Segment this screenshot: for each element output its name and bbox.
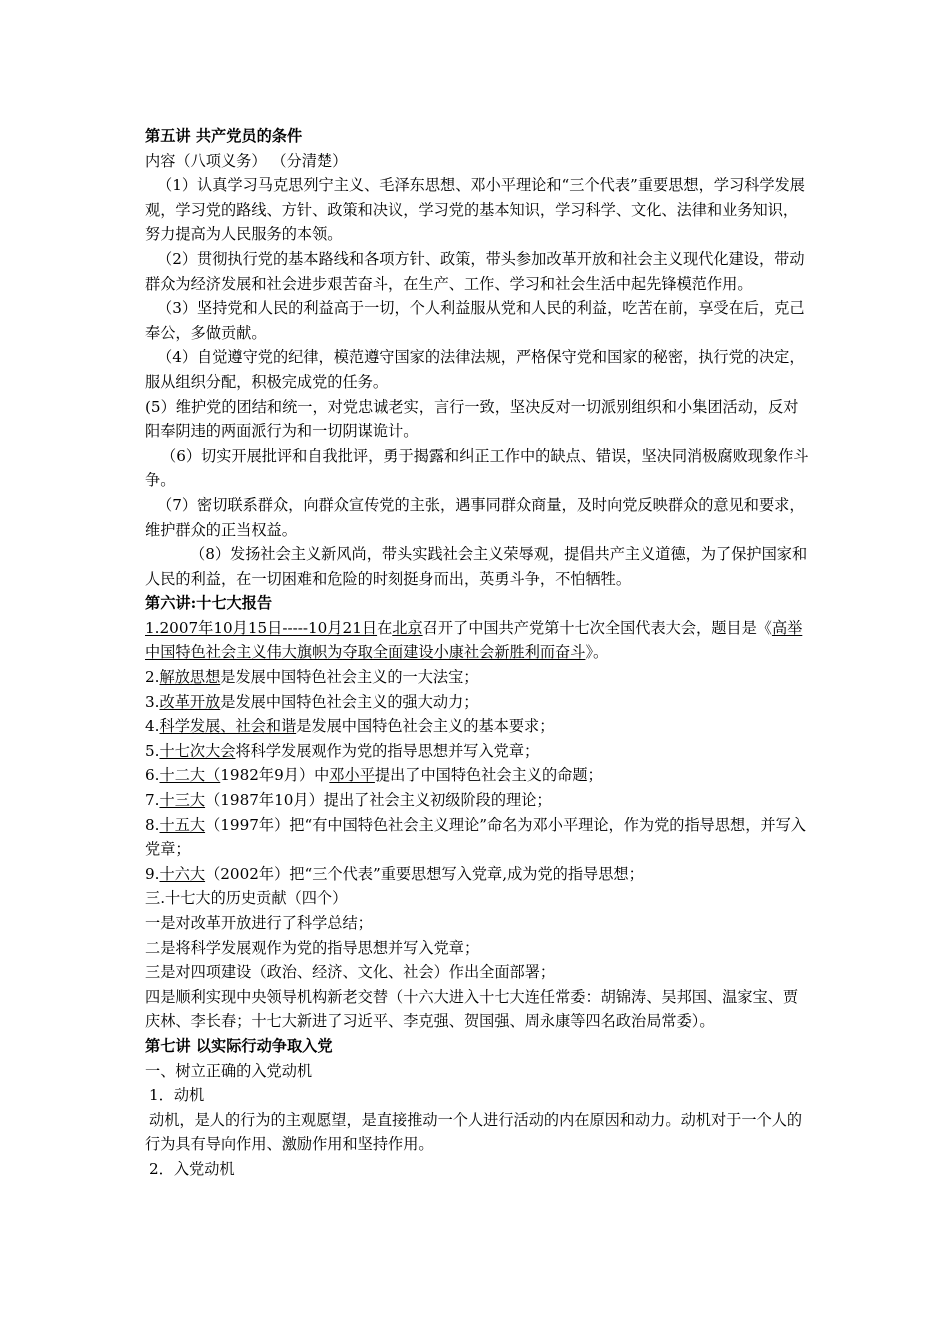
report-point-6: 6.十二大（1982年9月）中邓小平提出了中国特色社会主义的命题； [145,766,603,785]
subsection-heading: 2．入党动机 [149,1159,235,1178]
point-keyword: 十五大 [159,815,206,834]
subsection-heading: 1．动机 [149,1086,205,1105]
report-point-3: 3.改革开放是发展中国特色社会主义的强大动力； [145,692,479,711]
report-point-9: 9.十六大（2002年）把“三个代表”重要思想写入党章,成为党的指导思想； [145,864,644,883]
congress-date: 2007年10月15日-----10月21日 [159,618,378,637]
point-keyword: 改革开放 [159,692,221,711]
section-heading: 一、树立正确的入党动机 [145,1061,313,1080]
contribution-title: 三.十七大的历史贡献（四个） [145,889,348,908]
lecture7-title: 第七讲 以实际行动争取入党 [145,1036,333,1055]
contribution-item: 三是对四项建设（政治、经济、文化、社会）作出全面部署； [145,963,556,982]
duty-item-5: (5）维护党的团结和统一，对党忠诚老实，言行一致，坚决反对一切派别组织和小集团活动，反对阳奉阴违的两面派行为和一切阴谋诡计。 [145,397,799,441]
duty-item-6: （6）切实开展批评和自我批评，勇于揭露和纠正工作中的缺点、错误，坚决同消极腐败现象作斗争。 [145,446,809,490]
document-page [145,124,813,1182]
lecture5-subtitle: 内容（八项义务） （分清楚） [145,151,348,170]
point-keyword: 十三大 [159,791,206,810]
point-keyword: 十七次大会 [159,741,236,760]
point-keyword: 十二大（ [159,766,221,785]
duty-item-8: （8）发扬社会主义新风尚，带头实践社会主义荣辱观，提倡共产主义道德，为了保护国家和人民的利益，在一切困难和危险的时刻挺身而出，英勇斗争，不怕牺牲。 [145,545,808,588]
contribution-item: 四是顺利实现中央领导机构新老交替（十六大进入十七大连任常委：胡锦涛、吴邦国、温家宝、贾庆林、李长春；十七大新进了习近平、李克强、贺国强、周永康等四名政治局常委）。 [145,987,799,1031]
congress-place: 北京 [392,618,423,637]
point-keyword: 科学发展、社会和谐 [159,717,297,736]
duty-item-2: （2）贯彻执行党的基本路线和各项方针、政策，带头参加改革开放和社会主义现代化建设，带动群众为经济发展和社会进步艰苦奋斗，在生产、工作、学习和社会生活中起先锋模范作用。 [145,249,805,293]
report-point-2: 2.解放思想是发展中国特色社会主义的一大法宝； [145,668,479,687]
contribution-item: 一是对改革开放进行了科学总结； [145,914,373,932]
report-theme: 高举中国特色社会主义伟大旗帜为夺取全面建设小康社会新胜利而奋斗 [145,618,803,662]
duty-item-3: （3）坚持党和人民的利益高于一切，个人利益服从党和人民的利益，吃苦在前，享受在后，克己奉公，多做贡献。 [145,299,805,342]
duty-item-1: （1）认真学习马克思列宁主义、毛泽东思想、邓小平理论和“三个代表”重要思想，学习科学发展观，学习党的路线、方针、政策和决议，学习党的基本知识，学习科学、文化、法律和业务知识，努力提高为人民服务的本领。 [145,176,805,244]
point-number: 1. [145,618,160,637]
point-keyword: 十六大 [159,864,206,883]
duty-item-4: （4）自觉遵守党的纪律，模范遵守国家的法律法规，严格保守党和国家的秘密，执行党的决定，服从组织分配，积极完成党的任务。 [145,348,805,391]
report-point-7: 7.十三大（1987年10月）提出了社会主义初级阶段的理论； [145,791,552,810]
report-point-4: 4.科学发展、社会和谐是发展中国特色社会主义的基本要求； [145,717,555,736]
report-point-8: 8.十五大（1997年）把“有中国特色社会主义理论”命名为邓小平理论，作为党的指导思想，并写入党章； [145,815,806,859]
report-point-1: 1.2007年10月15日-----10月21日在北京召开了中国共产党第十七次全国代表大会，题目是《高举中国特色社会主义伟大旗帜为夺取全面建设小康社会新胜利而奋斗》。 [145,618,803,662]
point-keyword: 解放思想 [159,668,221,687]
motive-definition: 动机，是人的行为的主观愿望，是直接推动一个人进行活动的内在原因和动力。动机对于一个人的行为具有导向作用、激励作用和坚持作用。 [145,1110,803,1154]
duty-item-7: （7）密切联系群众，向群众宣传党的主张，遇事同群众商量，及时向党反映群众的意见和要求，维护群众的正当权益。 [145,495,805,539]
lecture6-title: 第六讲:十七大报告 [145,594,273,613]
contribution-item: 二是将科学发展观作为党的指导思想并写入党章； [145,938,480,957]
report-point-5: 5.十七次大会将科学发展观作为党的指导思想并写入党章； [145,741,540,760]
person-name: 邓小平 [329,766,375,785]
lecture5-title: 第五讲 共产党员的条件 [145,127,303,145]
